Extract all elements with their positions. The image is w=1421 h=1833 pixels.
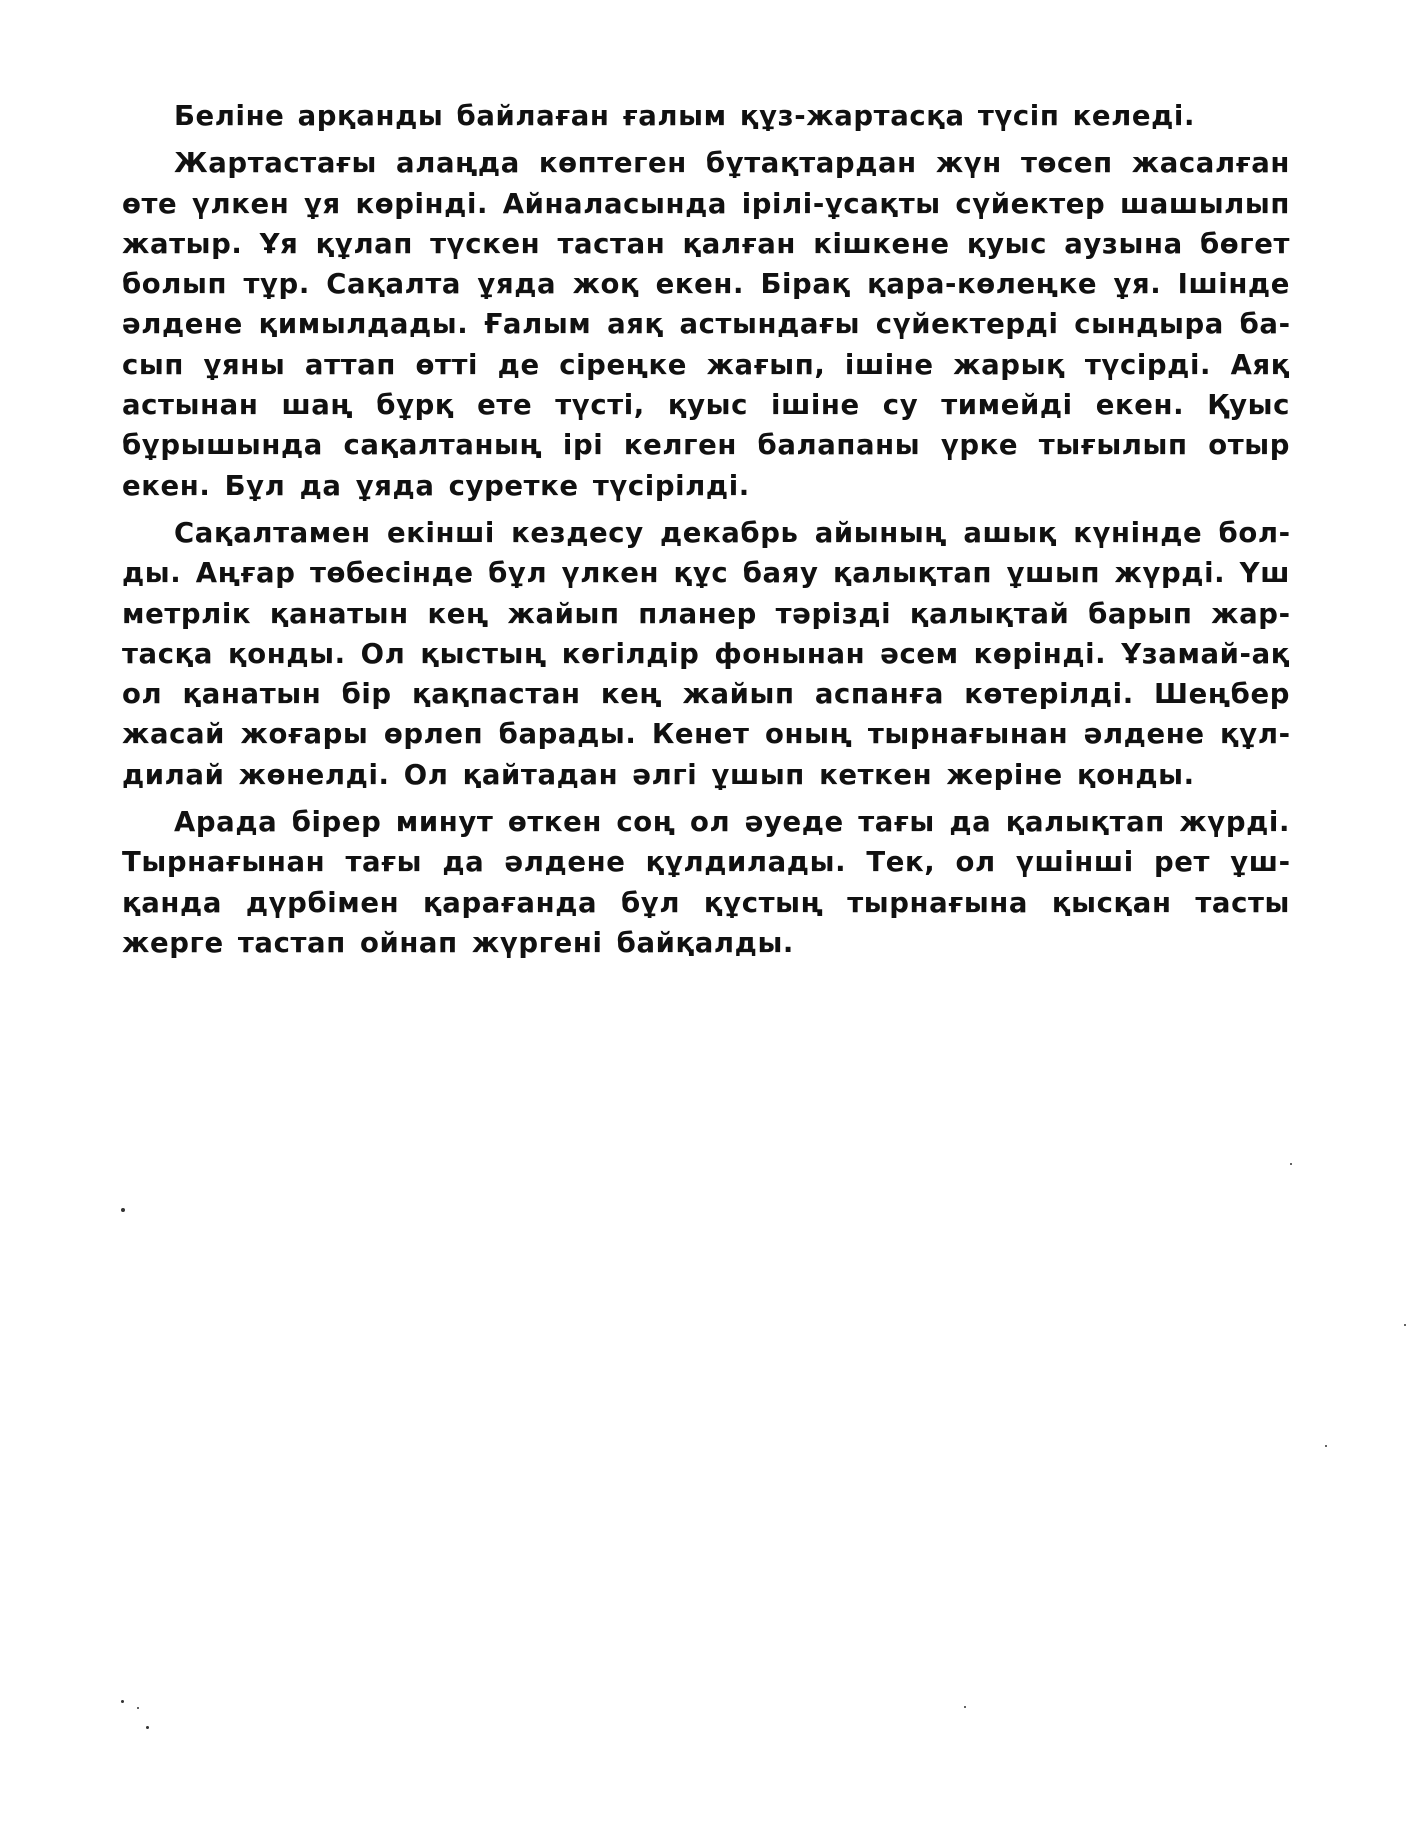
paragraph-1: Беліне арқанды байлаған ғалым құз-жартасқа түсіп келеді. [174, 100, 1196, 132]
scan-speck [1325, 1445, 1327, 1447]
paragraph-3: Сақалтамен екінші кездесу декабрь айының ашық күнінде болды. Аңғар төбесінде бұл үлкен құс баяу қалықтап ұшып жүрді. Үш метрлік қанатын кең жайып планер тәрізді қалықтай барып жартасқа қонды. Ол қыстың көгілдір фонынан әсем көрінді. Ұзамай-ақ ол қанатын бір қақпастан кең жайып аспанға көтерілді. Шеңбер жасай жоғары өрлеп барады. Кенет оның тырнағынан әлдене құлдилай жөнелді. Ол қайтадан әлгі ұшып кеткен жеріне қонды. [122, 516, 1290, 791]
paragraph-4: Арада бірер минут өткен соң ол әуеде тағы да қалықтап жүрді. Тырнағынан тағы да әлдене құлдилады. Тек, ол үшінші рет ұшқанда дүрбімен қарағанда бұл құстың тырнағына қысқан тасты жерге тастап ойнап жүргені байқалды. [122, 806, 1290, 959]
scan-speck [1290, 1163, 1292, 1165]
document-body [122, 96, 1290, 970]
paragraph-2: Жартастағы алаңда көптеген бұтақтардан жүн төсеп жасалған өте үлкен ұя көрінді. Айналасында ірілі-ұсақты сүйектер шашылып жатыр. Ұя құлап түскен тастан қалған кішкене қуыс аузына бөгет болып тұр. Сақалта ұяда жоқ екен. Бірақ қара-көлеңке ұя. Ішінде әлдене қимылдады. Ғалым аяқ астындағы сүйектерді сындыра басып ұяны аттап өтті де сіреңке жағып, ішіне жарық түсірді. Аяқ астынан шаң бұрқ ете түсті, қуыс ішіне су тимейді екен. Қуыс бұрышында сақалтаның ірі келген балапаны үрке тығылып отыр екен. Бұл да ұяда суретке түсірілді. [122, 147, 1290, 502]
scan-speck [146, 1726, 149, 1729]
scan-speck [1404, 1324, 1406, 1326]
scan-speck [137, 1707, 139, 1709]
scan-speck [964, 1706, 966, 1708]
scan-speck [121, 1208, 125, 1212]
scan-speck [121, 1700, 124, 1703]
